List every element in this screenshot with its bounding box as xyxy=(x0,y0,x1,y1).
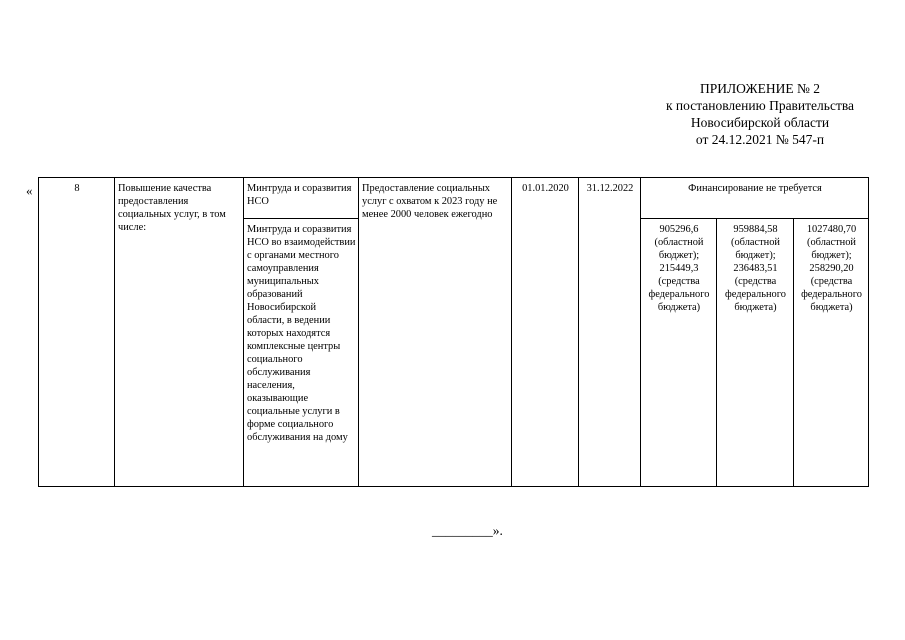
financing-note-cell: Финансирование не требуется xyxy=(641,178,869,219)
start-date-cell: 01.01.2020 xyxy=(512,178,579,487)
result-cell: Предоставление социальных услуг с охватом к 2023 году не менее 2000 человек ежегодно xyxy=(359,178,512,487)
financing-year-1: 905296,6 (областной бюджет); 215449,3 (средства федерального бюджета) xyxy=(641,219,717,487)
appendix-title: ПРИЛОЖЕНИЕ № 2 xyxy=(699,81,821,96)
end-date-cell: 31.12.2022 xyxy=(579,178,641,487)
opening-quote: « xyxy=(26,183,33,198)
executor-cell-main: Минтруда и соразвития НСО xyxy=(244,178,359,219)
appendix-date-number: от 24.12.2021 № 547-п xyxy=(695,132,825,147)
appendix-header xyxy=(600,80,905,148)
appendix-reference: к постановлению Правительства xyxy=(665,98,855,113)
closing-mark: _________». xyxy=(432,523,503,538)
executor-cell-detail: Минтруда и соразвития НСО во взаимодействии с органами местного самоуправления муниципальных образований Новосибирской области, в ведении которых находятся комплексные центры социального обслуживания населения, оказывающие социальные услуги в форме социального обслуживания на дому xyxy=(244,219,359,487)
table-row xyxy=(39,178,869,219)
row-number: 8 xyxy=(39,178,115,487)
appendix-region: Новосибирской области xyxy=(690,115,830,130)
measures-table xyxy=(38,177,869,487)
financing-year-3: 1027480,70 (областной бюджет); 258290,20 (средства федерального бюджета) xyxy=(794,219,869,487)
activity-cell: Повышение качества предоставления социальных услуг, в том числе: xyxy=(115,178,244,487)
financing-year-2: 959884,58 (областной бюджет); 236483,51 (средства федерального бюджета) xyxy=(717,219,794,487)
